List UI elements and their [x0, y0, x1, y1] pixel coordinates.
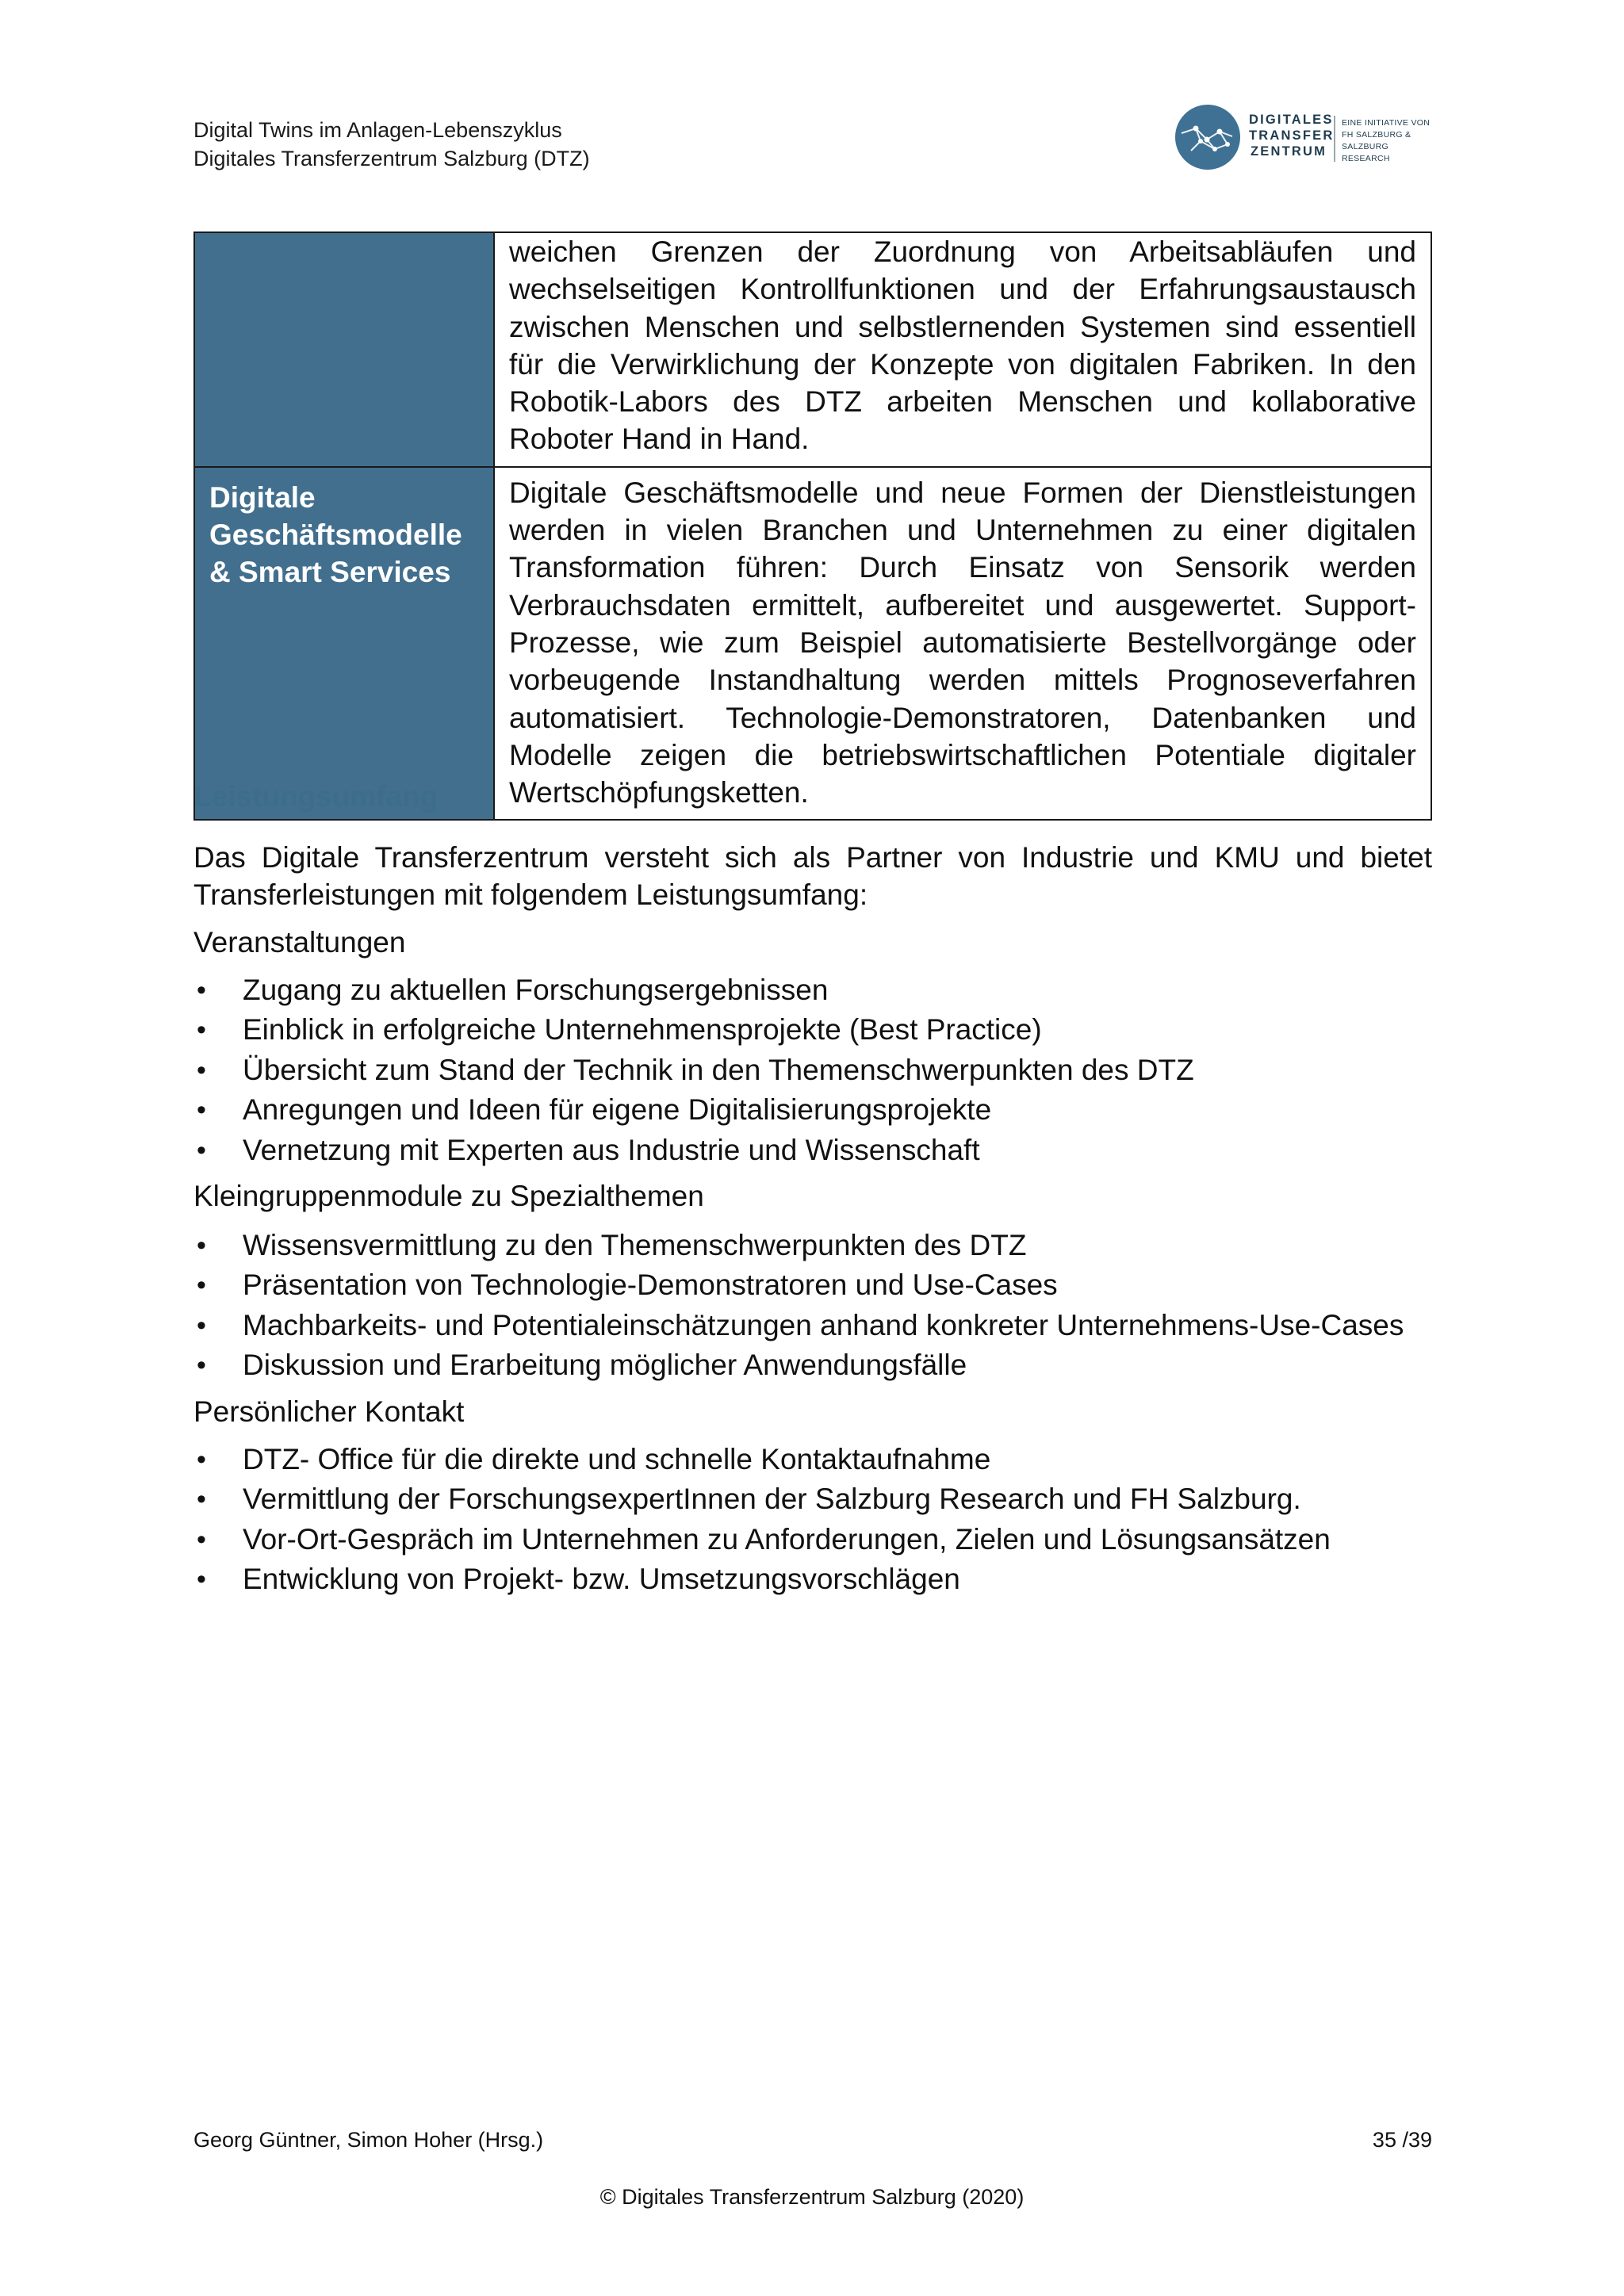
bullet-list	[193, 1440, 1462, 1600]
list-item: • Präsentation von Technologie-Demonstratoren und Use-Cases	[193, 1265, 1462, 1305]
bullet-icon: •	[197, 1270, 206, 1301]
running-header	[193, 116, 590, 173]
dtz-logo	[1172, 101, 1434, 173]
bullet-icon: •	[197, 1484, 206, 1515]
list-item: • Zugang zu aktuellen Forschungsergebnissen	[193, 970, 1462, 1010]
section-intro: Das Digitale Transferzentrum versteht sich als Partner von Industrie und KMU und bietet Transferleistungen mit folgendem Leistungsumfang:	[193, 841, 1432, 911]
table-label-cell	[194, 232, 494, 467]
logo-tagline: EINE INITIATIVE VON FH SALZBURG & SALZBURG RESEARCH	[1342, 118, 1431, 163]
bullet-icon: •	[197, 1350, 206, 1381]
table-row	[194, 467, 1431, 821]
table-row	[194, 232, 1431, 467]
page-number: 35 /39	[1372, 2128, 1432, 2152]
list-item: • Übersicht zum Stand der Technik in den Themenschwerpunkten des DTZ	[193, 1050, 1462, 1090]
list-item: • Diskussion und Erarbeitung möglicher Anwendungsfälle	[193, 1345, 1462, 1385]
list-item: • Wissensvermittlung zu den Themenschwerpunkten des DTZ	[193, 1226, 1462, 1265]
bullet-icon: •	[197, 1524, 206, 1555]
logo-divider	[1334, 116, 1335, 162]
bullet-icon: •	[197, 1230, 206, 1261]
bullet-icon: •	[197, 975, 206, 1005]
bullet-icon: •	[197, 1054, 206, 1085]
bullet-list	[193, 970, 1462, 1170]
bullet-icon: •	[197, 1445, 206, 1475]
bullet-icon: •	[197, 1310, 206, 1341]
footer-copyright: © Digitales Transferzentrum Salzburg (2020)	[599, 2185, 1025, 2209]
table-label-cell: Digitale Geschäftsmodelle & Smart Services	[194, 467, 494, 821]
bullet-icon: •	[197, 1015, 206, 1046]
bullet-icon: •	[197, 1095, 206, 1126]
group-title: Veranstaltungen	[193, 926, 406, 959]
table-text-cell: Digitale Geschäftsmodelle und neue Formen der Dienstleistungen werden in vielen Branchen und Unternehmen zu einer digitalen Transformation führen: Durch Einsatz von Sensorik werden Verbrauchsdaten ermittelt, aufbereitet und ausgewertet. Support-Prozesse, wie zum Beispiel automatisierte Bestellvorgänge oder vorbeugende Instandhaltung werden mittels Prognoseverfahren automatisiert. Technologie-Demonstratoren, Datenbanken und Modelle zeigen die betriebswirtschaftlichen Potentiale digitaler Wertschöpfungsketten.	[494, 467, 1431, 821]
logo-wordmark: DIGITALES TRANSFER ZENTRUM	[1249, 113, 1335, 159]
list-item: • Vor-Ort-Gespräch im Unternehmen zu Anforderungen, Zielen und Lösungsansätzen	[193, 1520, 1462, 1559]
list-item: • DTZ- Office für die direkte und schnelle Kontaktaufnahme	[193, 1440, 1462, 1479]
focus-areas-table	[193, 232, 1432, 821]
header-subtitle: Digitales Transferzentrum Salzburg (DTZ)	[193, 147, 590, 170]
list-item: • Vermittlung der ForschungsexpertInnen der Salzburg Research und FH Salzburg.	[193, 1479, 1462, 1519]
table-text-cell: weichen Grenzen der Zuordnung von Arbeitsabläufen und wechselseitigen Kontrollfunktionen und der Erfahrungsaustausch zwischen Menschen und selbstlernenden Systemen sind essentiell für die Verwirklichung der Konzepte von digitalen Fabriken. In den Robotik-Labors des DTZ arbeiten Menschen und kollaborative Roboter Hand in Hand.	[494, 232, 1431, 467]
list-item: • Anregungen und Ideen für eigene Digitalisierungsprojekte	[193, 1090, 1462, 1130]
group-title: Kleingruppenmodule zu Spezialthemen	[193, 1180, 704, 1212]
dtz-logo-mark-icon	[1172, 101, 1243, 173]
group-title: Persönlicher Kontakt	[193, 1395, 465, 1428]
section-heading: Leistungsumfang	[193, 780, 439, 813]
list-item: • Entwicklung von Projekt- bzw. Umsetzungsvorschlägen	[193, 1559, 1462, 1599]
bullet-list	[193, 1226, 1462, 1386]
bullet-icon: •	[197, 1135, 206, 1165]
bullet-icon: •	[197, 1564, 206, 1595]
list-item: • Machbarkeits- und Potentialeinschätzungen anhand konkreter Unternehmens-Use-Cases	[193, 1306, 1462, 1345]
header-title: Digital Twins im Anlagen-Lebenszyklus	[193, 118, 562, 142]
list-item: • Einblick in erfolgreiche Unternehmensprojekte (Best Practice)	[193, 1010, 1462, 1050]
footer-authors: Georg Güntner, Simon Hoher (Hrsg.)	[193, 2128, 544, 2152]
list-item: • Vernetzung mit Experten aus Industrie und Wissenschaft	[193, 1131, 1462, 1170]
